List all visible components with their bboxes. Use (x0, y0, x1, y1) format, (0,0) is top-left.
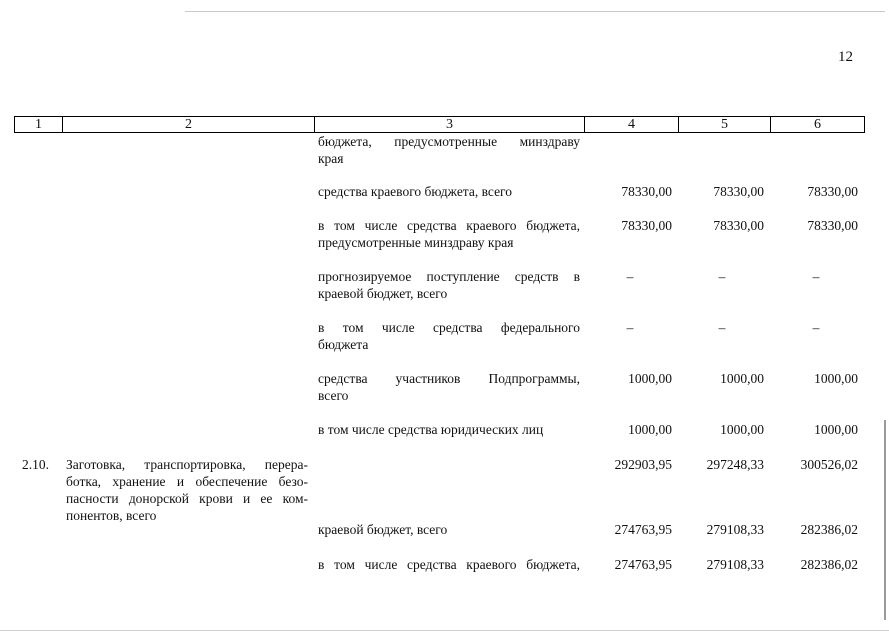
row-2-value-5: 78330,00 (713, 218, 764, 233)
header-col-5: 5 (678, 116, 770, 133)
row-8-value-6: 282386,02 (800, 522, 858, 537)
row-3-value-4: – (626, 269, 634, 284)
header-col-4: 4 (584, 116, 678, 133)
row-7-value-4: 292903,95 (614, 457, 672, 472)
row-5-value-6: 1000,00 (814, 371, 858, 386)
row-1-value-6: 78330,00 (807, 184, 858, 199)
row-1-line-1: средства краевого бюджета, всего (318, 184, 513, 199)
item-number: 2.10. (22, 457, 49, 472)
row-4-value-5: – (718, 320, 726, 335)
row-7-value-5: 297248,33 (706, 457, 764, 472)
item-name (66, 456, 308, 524)
header-col-2: 2 (62, 116, 314, 133)
row-1-value-5: 78330,00 (713, 184, 764, 199)
row-1-value-4: 78330,00 (621, 184, 672, 199)
row-0-line-2: края (318, 151, 344, 166)
row-6-value-5: 1000,00 (720, 422, 764, 437)
row-8-value-4: 274763,95 (614, 522, 672, 537)
row-5-value-5: 1000,00 (720, 371, 764, 386)
row-2-value-4: 78330,00 (621, 218, 672, 233)
row-0-line-1: бюджета, предусмотренные минздраву (318, 134, 580, 149)
row-3-value-6: – (812, 269, 820, 284)
row-9-value-6: 282386,02 (800, 557, 858, 572)
row-6-value-4: 1000,00 (628, 422, 672, 437)
row-6-value-6: 1000,00 (814, 422, 858, 437)
row-5-line-2: всего (318, 388, 349, 403)
scan-line-bottom (0, 630, 889, 631)
scan-edge-right (884, 420, 886, 620)
row-6-line-1: в том числе средства юридических лиц (318, 422, 544, 437)
row-4-line-1: в том числе средства федерального (318, 320, 580, 335)
row-4-value-6: – (812, 320, 820, 335)
row-2-line-1: в том числе средства краевого бюджета, (318, 218, 580, 233)
item-name-line-1: Заготовка, транспортировка, перера- (66, 457, 308, 472)
row-9-value-5: 279108,33 (706, 557, 764, 572)
row-8-value-5: 279108,33 (706, 522, 764, 537)
header-col-1: 1 (14, 116, 62, 133)
row-7-value-6: 300526,02 (800, 457, 858, 472)
item-name-line-2: ботка, хранение и обеспечение безо- (66, 474, 308, 489)
header-col-3: 3 (314, 116, 584, 133)
row-9-value-4: 274763,95 (614, 557, 672, 572)
row-8-line-1: краевой бюджет, всего (318, 522, 448, 537)
page-number: 12 (838, 49, 853, 65)
row-5-line-1: средства участников Подпрограммы, (318, 371, 580, 386)
item-name-line-3: пасности донорской крови и ее ком- (66, 491, 308, 506)
row-9-line-1: в том числе средства краевого бюджета, (318, 557, 580, 572)
row-3-line-1: прогнозируемое поступление средств в (318, 269, 580, 284)
scan-line-top (185, 11, 885, 12)
row-3-value-5: – (718, 269, 726, 284)
row-5-value-4: 1000,00 (628, 371, 672, 386)
row-2-line-2: предусмотренные минздраву края (318, 235, 514, 250)
header-col-6: 6 (770, 116, 865, 133)
item-name-line-4: понентов, всего (66, 508, 157, 523)
row-2-value-6: 78330,00 (807, 218, 858, 233)
row-4-line-2: бюджета (318, 337, 369, 352)
row-3-line-2: краевой бюджет, всего (318, 286, 448, 301)
row-4-value-4: – (626, 320, 634, 335)
